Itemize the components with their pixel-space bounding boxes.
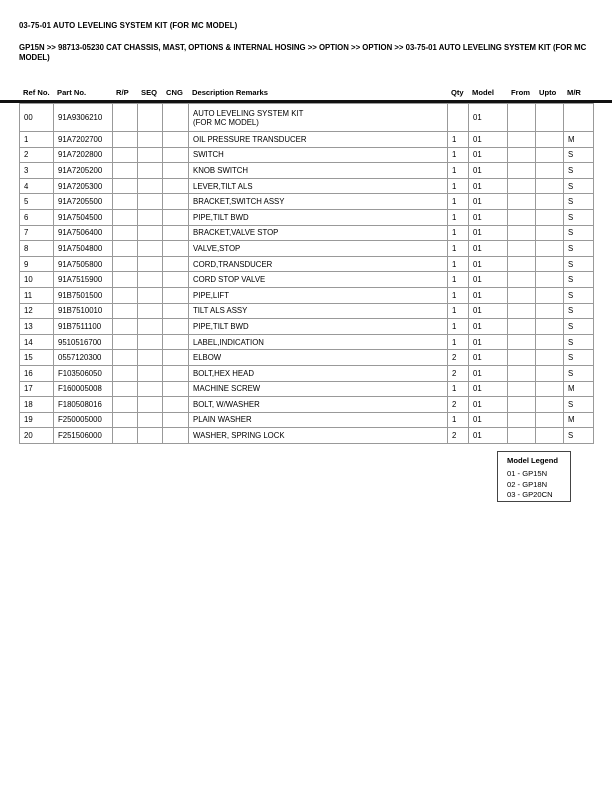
cell-upto: [536, 178, 564, 194]
cell-from: [508, 194, 536, 210]
table-row: [20, 163, 594, 179]
cell-model: 01: [469, 287, 508, 303]
cell-part: F251506000: [54, 428, 113, 444]
cell-upto: [536, 194, 564, 210]
cell-desc: PIPE,LIFT: [189, 287, 448, 303]
cell-mr: S: [564, 287, 594, 303]
cell-desc: WASHER, SPRING LOCK: [189, 428, 448, 444]
column-header-part-no: Part No.: [57, 88, 87, 97]
cell-seq: [138, 256, 163, 272]
cell-part: F103506050: [54, 365, 113, 381]
cell-upto: [536, 241, 564, 257]
cell-model: 01: [469, 132, 508, 148]
cell-model: 01: [469, 225, 508, 241]
cell-desc: PIPE,TILT BWD: [189, 209, 448, 225]
model-legend-entry: 02 - GP18N: [507, 479, 548, 489]
cell-qty: 2: [448, 428, 469, 444]
cell-rp: [113, 132, 138, 148]
cell-upto: [536, 256, 564, 272]
cell-cng: [163, 428, 189, 444]
cell-model: 01: [469, 256, 508, 272]
column-header-rp: R/P: [116, 88, 129, 97]
cell-model: 01: [469, 365, 508, 381]
cell-desc: LABEL,INDICATION: [189, 334, 448, 350]
table-row: [20, 147, 594, 163]
cell-mr: [564, 104, 594, 132]
cell-qty: 1: [448, 303, 469, 319]
cell-seq: [138, 104, 163, 132]
model-legend-title: Model Legend: [507, 456, 559, 465]
cell-rp: [113, 272, 138, 288]
cell-rp: [113, 381, 138, 397]
cell-ref: 18: [20, 397, 54, 413]
cell-cng: [163, 147, 189, 163]
cell-cng: [163, 241, 189, 257]
cell-upto: [536, 381, 564, 397]
cell-from: [508, 147, 536, 163]
cell-rp: [113, 350, 138, 366]
cell-qty: 1: [448, 241, 469, 257]
cell-desc: AUTO LEVELING SYSTEM KIT (FOR MC MODEL): [189, 104, 448, 132]
cell-from: [508, 365, 536, 381]
cell-mr: S: [564, 397, 594, 413]
cell-qty: 1: [448, 178, 469, 194]
cell-from: [508, 287, 536, 303]
cell-rp: [113, 209, 138, 225]
table-column-headers: [19, 88, 593, 97]
cell-rp: [113, 256, 138, 272]
cell-qty: 1: [448, 194, 469, 210]
cell-ref: 16: [20, 365, 54, 381]
cell-rp: [113, 334, 138, 350]
cell-desc: BRACKET,VALVE STOP: [189, 225, 448, 241]
column-header-mr: M/R: [567, 88, 581, 97]
table-row: [20, 319, 594, 335]
cell-desc: TILT ALS ASSY: [189, 303, 448, 319]
column-header-ref-no: Ref No.: [23, 88, 50, 97]
cell-mr: S: [564, 194, 594, 210]
cell-model: 01: [469, 350, 508, 366]
cell-qty: 1: [448, 225, 469, 241]
cell-seq: [138, 241, 163, 257]
cell-desc: MACHINE SCREW: [189, 381, 448, 397]
cell-seq: [138, 209, 163, 225]
cell-part: 91B7501500: [54, 287, 113, 303]
cell-seq: [138, 412, 163, 428]
cell-rp: [113, 104, 138, 132]
cell-qty: 1: [448, 147, 469, 163]
cell-qty: 1: [448, 381, 469, 397]
table-row: [20, 272, 594, 288]
table-row: [20, 365, 594, 381]
table-row: [20, 241, 594, 257]
cell-mr: S: [564, 428, 594, 444]
cell-part: 91A7202700: [54, 132, 113, 148]
cell-model: 01: [469, 178, 508, 194]
table-row: [20, 350, 594, 366]
cell-qty: 1: [448, 412, 469, 428]
cell-model: 01: [469, 104, 508, 132]
cell-ref: 3: [20, 163, 54, 179]
cell-cng: [163, 272, 189, 288]
cell-upto: [536, 319, 564, 335]
cell-seq: [138, 132, 163, 148]
cell-desc: BOLT, W/WASHER: [189, 397, 448, 413]
column-header-cng: CNG: [166, 88, 183, 97]
cell-rp: [113, 428, 138, 444]
cell-qty: 1: [448, 132, 469, 148]
cell-part: 91A7202800: [54, 147, 113, 163]
cell-qty: 1: [448, 319, 469, 335]
cell-seq: [138, 319, 163, 335]
cell-desc: PLAIN WASHER: [189, 412, 448, 428]
cell-mr: S: [564, 241, 594, 257]
cell-rp: [113, 178, 138, 194]
cell-seq: [138, 178, 163, 194]
cell-cng: [163, 303, 189, 319]
cell-cng: [163, 132, 189, 148]
cell-from: [508, 412, 536, 428]
table-row: [20, 256, 594, 272]
model-legend-entry: 03 - GP20CN: [507, 490, 553, 500]
column-header-from: From: [511, 88, 530, 97]
cell-mr: S: [564, 147, 594, 163]
cell-upto: [536, 163, 564, 179]
table-row: [20, 381, 594, 397]
cell-mr: S: [564, 163, 594, 179]
breadcrumb: GP15N >> 98713-05230 CAT CHASSIS, MAST, OPTIONS & INTERNAL HOSING >> OPTION >> OPTION >> 03-75-01 AUTO LEVELING SYSTEM KIT (FOR MC MODEL): [19, 43, 587, 62]
cell-part: 91A7205300: [54, 178, 113, 194]
cell-upto: [536, 272, 564, 288]
cell-from: [508, 381, 536, 397]
cell-from: [508, 397, 536, 413]
cell-desc: KNOB SWITCH: [189, 163, 448, 179]
cell-mr: M: [564, 381, 594, 397]
cell-rp: [113, 303, 138, 319]
cell-seq: [138, 272, 163, 288]
cell-mr: S: [564, 319, 594, 335]
cell-rp: [113, 225, 138, 241]
cell-upto: [536, 412, 564, 428]
cell-upto: [536, 350, 564, 366]
cell-rp: [113, 319, 138, 335]
cell-upto: [536, 428, 564, 444]
table-row: [20, 104, 594, 132]
cell-mr: S: [564, 272, 594, 288]
cell-from: [508, 272, 536, 288]
cell-mr: S: [564, 350, 594, 366]
cell-part: 91A7504500: [54, 209, 113, 225]
cell-seq: [138, 194, 163, 210]
cell-seq: [138, 381, 163, 397]
cell-ref: 15: [20, 350, 54, 366]
cell-ref: 9: [20, 256, 54, 272]
cell-ref: 12: [20, 303, 54, 319]
cell-seq: [138, 163, 163, 179]
cell-from: [508, 225, 536, 241]
cell-ref: 19: [20, 412, 54, 428]
cell-cng: [163, 209, 189, 225]
cell-cng: [163, 194, 189, 210]
table-row: [20, 194, 594, 210]
cell-ref: 11: [20, 287, 54, 303]
cell-desc: VALVE,STOP: [189, 241, 448, 257]
cell-cng: [163, 256, 189, 272]
cell-model: 01: [469, 428, 508, 444]
cell-mr: S: [564, 225, 594, 241]
cell-mr: M: [564, 412, 594, 428]
cell-cng: [163, 365, 189, 381]
cell-part: 91A7505800: [54, 256, 113, 272]
cell-ref: 00: [20, 104, 54, 132]
column-header-seq: SEQ: [141, 88, 158, 97]
parts-table: [19, 103, 594, 444]
model-legend-entry: 01 - GP15N: [507, 469, 548, 478]
table-row: [20, 209, 594, 225]
cell-qty: 2: [448, 350, 469, 366]
cell-ref: 4: [20, 178, 54, 194]
cell-upto: [536, 104, 564, 132]
cell-upto: [536, 397, 564, 413]
cell-upto: [536, 303, 564, 319]
cell-model: 01: [469, 241, 508, 257]
cell-ref: 13: [20, 319, 54, 335]
cell-model: 01: [469, 147, 508, 163]
cell-part: F250005000: [54, 412, 113, 428]
cell-part: F160005008: [54, 381, 113, 397]
cell-from: [508, 428, 536, 444]
cell-cng: [163, 163, 189, 179]
table-row: [20, 287, 594, 303]
parts-table-body: [20, 104, 594, 444]
table-row: [20, 428, 594, 444]
cell-ref: 8: [20, 241, 54, 257]
cell-seq: [138, 287, 163, 303]
cell-mr: S: [564, 365, 594, 381]
cell-part: 91A9306210: [54, 104, 113, 132]
cell-mr: S: [564, 178, 594, 194]
cell-upto: [536, 132, 564, 148]
cell-desc: LEVER,TILT ALS: [189, 178, 448, 194]
cell-cng: [163, 334, 189, 350]
cell-rp: [113, 241, 138, 257]
column-header-qty: Qty: [451, 88, 464, 97]
cell-mr: M: [564, 132, 594, 148]
page-title: 03-75-01 AUTO LEVELING SYSTEM KIT (FOR MC MODEL): [19, 21, 238, 30]
cell-qty: 1: [448, 334, 469, 350]
cell-qty: 1: [448, 256, 469, 272]
cell-upto: [536, 209, 564, 225]
cell-desc: CORD,TRANSDUCER: [189, 256, 448, 272]
cell-model: 01: [469, 194, 508, 210]
cell-ref: 7: [20, 225, 54, 241]
cell-model: 01: [469, 381, 508, 397]
cell-part: 91A7506400: [54, 225, 113, 241]
cell-part: 91A7205500: [54, 194, 113, 210]
cell-from: [508, 303, 536, 319]
cell-model: 01: [469, 163, 508, 179]
cell-from: [508, 132, 536, 148]
column-header-description: Description Remarks: [192, 88, 268, 97]
cell-qty: 1: [448, 163, 469, 179]
cell-qty: [448, 104, 469, 132]
table-row: [20, 397, 594, 413]
table-row: [20, 178, 594, 194]
cell-from: [508, 256, 536, 272]
cell-cng: [163, 412, 189, 428]
cell-ref: 5: [20, 194, 54, 210]
cell-mr: S: [564, 303, 594, 319]
cell-desc: OIL PRESSURE TRANSDUCER: [189, 132, 448, 148]
cell-mr: S: [564, 334, 594, 350]
cell-part: 0557120300: [54, 350, 113, 366]
cell-desc: BOLT,HEX HEAD: [189, 365, 448, 381]
cell-cng: [163, 287, 189, 303]
table-row: [20, 132, 594, 148]
cell-model: 01: [469, 319, 508, 335]
cell-from: [508, 241, 536, 257]
cell-rp: [113, 397, 138, 413]
column-header-upto: Upto: [539, 88, 557, 97]
cell-from: [508, 163, 536, 179]
cell-seq: [138, 147, 163, 163]
cell-part: 91A7515900: [54, 272, 113, 288]
cell-desc: PIPE,TILT BWD: [189, 319, 448, 335]
cell-cng: [163, 350, 189, 366]
cell-qty: 1: [448, 209, 469, 225]
cell-qty: 2: [448, 397, 469, 413]
cell-model: 01: [469, 397, 508, 413]
cell-cng: [163, 397, 189, 413]
cell-part: 91A7205200: [54, 163, 113, 179]
cell-qty: 1: [448, 287, 469, 303]
cell-rp: [113, 194, 138, 210]
table-row: [20, 303, 594, 319]
cell-part: 91B7510010: [54, 303, 113, 319]
cell-cng: [163, 178, 189, 194]
cell-ref: 20: [20, 428, 54, 444]
cell-rp: [113, 365, 138, 381]
cell-model: 01: [469, 272, 508, 288]
cell-seq: [138, 365, 163, 381]
table-row: [20, 225, 594, 241]
model-legend-box: [497, 451, 571, 502]
cell-ref: 6: [20, 209, 54, 225]
cell-ref: 2: [20, 147, 54, 163]
cell-from: [508, 178, 536, 194]
cell-ref: 17: [20, 381, 54, 397]
cell-qty: 2: [448, 365, 469, 381]
cell-upto: [536, 365, 564, 381]
column-header-model: Model: [472, 88, 494, 97]
cell-desc: CORD STOP VALVE: [189, 272, 448, 288]
cell-part: 9510516700: [54, 334, 113, 350]
cell-model: 01: [469, 412, 508, 428]
cell-ref: 1: [20, 132, 54, 148]
cell-cng: [163, 381, 189, 397]
cell-seq: [138, 334, 163, 350]
cell-cng: [163, 225, 189, 241]
cell-seq: [138, 397, 163, 413]
cell-rp: [113, 412, 138, 428]
cell-seq: [138, 303, 163, 319]
cell-upto: [536, 147, 564, 163]
table-row: [20, 412, 594, 428]
cell-from: [508, 350, 536, 366]
cell-model: 01: [469, 303, 508, 319]
cell-from: [508, 334, 536, 350]
cell-mr: S: [564, 209, 594, 225]
cell-from: [508, 104, 536, 132]
cell-from: [508, 319, 536, 335]
cell-ref: 14: [20, 334, 54, 350]
cell-model: 01: [469, 209, 508, 225]
cell-rp: [113, 287, 138, 303]
cell-upto: [536, 334, 564, 350]
cell-rp: [113, 147, 138, 163]
cell-seq: [138, 428, 163, 444]
cell-upto: [536, 225, 564, 241]
cell-seq: [138, 225, 163, 241]
cell-desc: ELBOW: [189, 350, 448, 366]
table-row: [20, 334, 594, 350]
cell-part: 91A7504800: [54, 241, 113, 257]
cell-ref: 10: [20, 272, 54, 288]
cell-mr: S: [564, 256, 594, 272]
cell-cng: [163, 319, 189, 335]
cell-model: 01: [469, 334, 508, 350]
cell-from: [508, 209, 536, 225]
cell-upto: [536, 287, 564, 303]
cell-part: F180508016: [54, 397, 113, 413]
cell-rp: [113, 163, 138, 179]
cell-desc: SWITCH: [189, 147, 448, 163]
cell-cng: [163, 104, 189, 132]
cell-part: 91B7511100: [54, 319, 113, 335]
cell-seq: [138, 350, 163, 366]
cell-qty: 1: [448, 272, 469, 288]
cell-desc: BRACKET,SWITCH ASSY: [189, 194, 448, 210]
